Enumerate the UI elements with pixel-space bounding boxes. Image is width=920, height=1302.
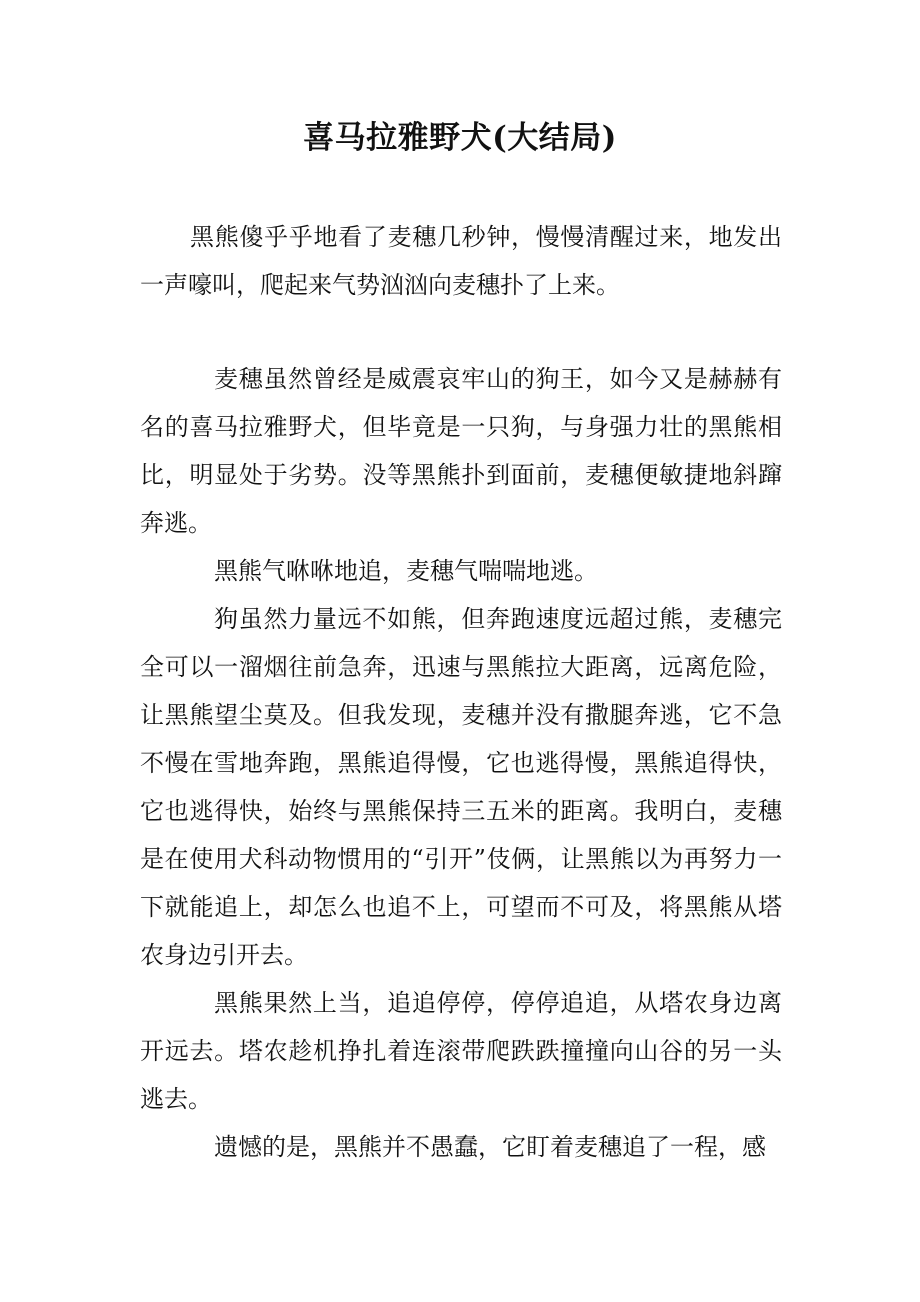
paragraph-5 — [140, 979, 782, 1123]
paragraph-text: 黑熊果然上当，追追停停，停停追追，从塔农身边离开远去。塔农趁机挣扎着连滚带爬跌跌撞撞向山谷的另一头逃去。 — [140, 989, 782, 1113]
paragraph-6 — [140, 1123, 782, 1171]
paragraph-4 — [140, 595, 782, 979]
paragraph-text: 麦穗虽然曾经是威震哀牢山的狗王，如今又是赫赫有名的喜马拉雅野犬，但毕竟是一只狗，与身强力壮的黑熊相比，明显处于劣势。没等黑熊扑到面前，麦穗便敏捷地斜蹿奔逃。 — [140, 365, 782, 537]
paragraph-text: 黑熊气咻咻地追，麦穗气喘喘地逃。 — [214, 557, 598, 585]
paragraph-2 — [140, 355, 782, 547]
document-title: 喜马拉雅野犬(大结局) — [303, 120, 617, 156]
paragraph-text: 狗虽然力量远不如熊，但奔跑速度远超过熊，麦穗完全可以一溜烟往前急奔，迅速与黑熊拉大距离，远离危险，让黑熊望尘莫及。但我发现，麦穗并没有撒腿奔逃，它不急不慢在雪地奔跑，黑熊追得慢，它也逃得慢，黑熊追得快，它也逃得快，始终与黑熊保持三五米的距离。我明白，麦穗是在使用犬科动物惯用的“引开”伎俩，让黑熊以为再努力一下就能追上，却怎么也追不上，可望而不可及，将黑熊从塔农身边引开去。 — [140, 605, 782, 969]
paragraph-text: 遗憾的是，黑熊并不愚蠢，它盯着麦穗追了一程，感 — [214, 1133, 766, 1161]
paragraph-text: 黑熊傻乎乎地看了麦穗几秒钟，慢慢清醒过来，地发出一声嚎叫，爬起来气势汹汹向麦穗扑了上来。 — [140, 223, 782, 299]
paragraph-1 — [140, 213, 782, 309]
paragraph-3 — [140, 547, 782, 595]
